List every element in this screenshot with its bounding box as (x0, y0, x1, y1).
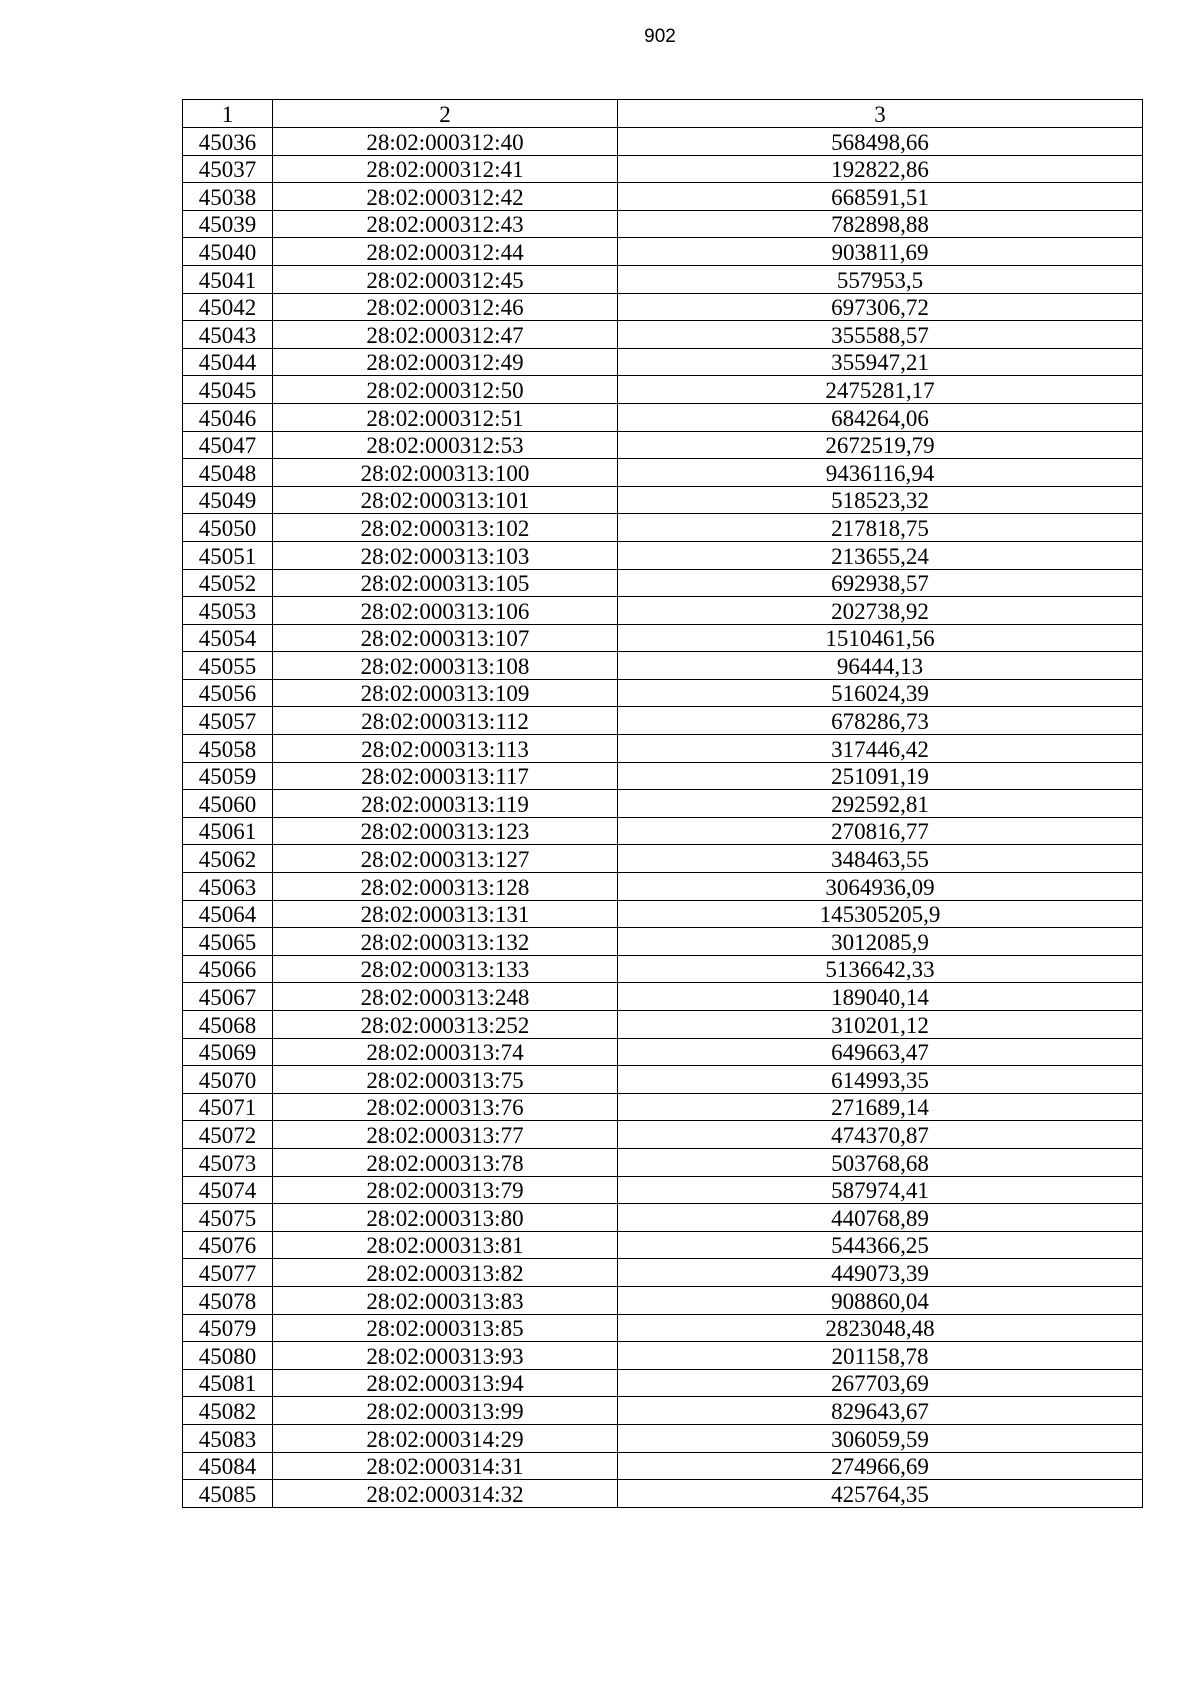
cadastral-number-cell: 28:02:000313:76 (273, 1093, 618, 1121)
row-number-cell: 45060 (183, 790, 273, 818)
row-number-cell: 45046 (183, 403, 273, 431)
table-row (183, 293, 1143, 321)
cadastral-number-cell: 28:02:000313:80 (273, 1204, 618, 1232)
table-row (183, 459, 1143, 487)
value-cell: 518523,32 (618, 486, 1143, 514)
value-cell: 217818,75 (618, 514, 1143, 542)
value-cell: 355588,57 (618, 321, 1143, 349)
row-number-cell: 45085 (183, 1480, 273, 1508)
cadastral-number-cell: 28:02:000313:77 (273, 1121, 618, 1149)
value-cell: 274966,69 (618, 1452, 1143, 1480)
table-row (183, 624, 1143, 652)
cadastral-number-cell: 28:02:000312:49 (273, 348, 618, 376)
value-cell: 3012085,9 (618, 928, 1143, 956)
cadastral-number-cell: 28:02:000313:82 (273, 1259, 618, 1287)
cadastral-number-cell: 28:02:000313:105 (273, 569, 618, 597)
table-row (183, 790, 1143, 818)
table-row (183, 1452, 1143, 1480)
value-cell: 201158,78 (618, 1342, 1143, 1370)
column-header-3: 3 (618, 100, 1143, 128)
row-number-cell: 45040 (183, 238, 273, 266)
cadastral-number-cell: 28:02:000314:32 (273, 1480, 618, 1508)
table-row (183, 514, 1143, 542)
row-number-cell: 45050 (183, 514, 273, 542)
cadastral-number-cell: 28:02:000312:42 (273, 183, 618, 211)
row-number-cell: 45043 (183, 321, 273, 349)
row-number-cell: 45048 (183, 459, 273, 487)
column-header-1: 1 (183, 100, 273, 128)
cadastral-number-cell: 28:02:000313:99 (273, 1397, 618, 1425)
value-cell: 908860,04 (618, 1286, 1143, 1314)
cadastral-number-cell: 28:02:000313:252 (273, 1011, 618, 1039)
value-cell: 317446,42 (618, 735, 1143, 763)
cadastral-number-cell: 28:02:000313:123 (273, 817, 618, 845)
row-number-cell: 45045 (183, 376, 273, 404)
row-number-cell: 45056 (183, 679, 273, 707)
cadastral-number-cell: 28:02:000313:113 (273, 735, 618, 763)
table-row (183, 707, 1143, 735)
value-cell: 692938,57 (618, 569, 1143, 597)
value-cell: 516024,39 (618, 679, 1143, 707)
row-number-cell: 45075 (183, 1204, 273, 1232)
row-number-cell: 45068 (183, 1011, 273, 1039)
table-row (183, 1369, 1143, 1397)
table-row (183, 762, 1143, 790)
cadastral-number-cell: 28:02:000313:102 (273, 514, 618, 542)
value-cell: 678286,73 (618, 707, 1143, 735)
table-row (183, 1093, 1143, 1121)
table-row (183, 348, 1143, 376)
cadastral-number-cell: 28:02:000312:50 (273, 376, 618, 404)
cadastral-number-cell: 28:02:000313:131 (273, 900, 618, 928)
table-row (183, 983, 1143, 1011)
table-row (183, 845, 1143, 873)
row-number-cell: 45041 (183, 265, 273, 293)
value-cell: 782898,88 (618, 210, 1143, 238)
row-number-cell: 45079 (183, 1314, 273, 1342)
value-cell: 5136642,33 (618, 955, 1143, 983)
table-row (183, 1148, 1143, 1176)
cadastral-number-cell: 28:02:000313:127 (273, 845, 618, 873)
table-row (183, 597, 1143, 625)
value-cell: 96444,13 (618, 652, 1143, 680)
table-row (183, 1204, 1143, 1232)
row-number-cell: 45074 (183, 1176, 273, 1204)
value-cell: 1510461,56 (618, 624, 1143, 652)
table-row (183, 1176, 1143, 1204)
row-number-cell: 45039 (183, 210, 273, 238)
table-row (183, 1038, 1143, 1066)
table-body (183, 100, 1143, 1508)
value-cell: 614993,35 (618, 1066, 1143, 1094)
table-row (183, 486, 1143, 514)
table-row (183, 817, 1143, 845)
table-row (183, 1066, 1143, 1094)
row-number-cell: 45036 (183, 128, 273, 156)
value-cell: 425764,35 (618, 1480, 1143, 1508)
value-cell: 474370,87 (618, 1121, 1143, 1149)
table-row (183, 1121, 1143, 1149)
value-cell: 2475281,17 (618, 376, 1143, 404)
row-number-cell: 45055 (183, 652, 273, 680)
row-number-cell: 45076 (183, 1231, 273, 1259)
cadastral-number-cell: 28:02:000313:81 (273, 1231, 618, 1259)
cadastral-number-cell: 28:02:000313:93 (273, 1342, 618, 1370)
cadastral-number-cell: 28:02:000313:83 (273, 1286, 618, 1314)
row-number-cell: 45084 (183, 1452, 273, 1480)
table-row (183, 265, 1143, 293)
table-row (183, 431, 1143, 459)
cadastral-number-cell: 28:02:000313:103 (273, 541, 618, 569)
row-number-cell: 45065 (183, 928, 273, 956)
table-row (183, 1480, 1143, 1508)
value-cell: 503768,68 (618, 1148, 1143, 1176)
row-number-cell: 45061 (183, 817, 273, 845)
row-number-cell: 45081 (183, 1369, 273, 1397)
value-cell: 213655,24 (618, 541, 1143, 569)
row-number-cell: 45069 (183, 1038, 273, 1066)
value-cell: 292592,81 (618, 790, 1143, 818)
row-number-cell: 45059 (183, 762, 273, 790)
cadastral-number-cell: 28:02:000313:79 (273, 1176, 618, 1204)
table-row (183, 155, 1143, 183)
cadastral-number-cell: 28:02:000312:40 (273, 128, 618, 156)
cadastral-number-cell: 28:02:000312:46 (273, 293, 618, 321)
cadastral-number-cell: 28:02:000313:248 (273, 983, 618, 1011)
table-row (183, 238, 1143, 266)
value-cell: 684264,06 (618, 403, 1143, 431)
table-row (183, 955, 1143, 983)
cadastral-number-cell: 28:02:000314:29 (273, 1424, 618, 1452)
value-cell: 271689,14 (618, 1093, 1143, 1121)
value-cell: 2672519,79 (618, 431, 1143, 459)
table-row (183, 652, 1143, 680)
cadastral-number-cell: 28:02:000313:112 (273, 707, 618, 735)
table-row (183, 735, 1143, 763)
value-cell: 251091,19 (618, 762, 1143, 790)
table-row (183, 1286, 1143, 1314)
table-row (183, 1314, 1143, 1342)
row-number-cell: 45071 (183, 1093, 273, 1121)
table-row (183, 376, 1143, 404)
row-number-cell: 45051 (183, 541, 273, 569)
cadastral-number-cell: 28:02:000312:43 (273, 210, 618, 238)
table-row (183, 1397, 1143, 1425)
row-number-cell: 45038 (183, 183, 273, 211)
value-cell: 449073,39 (618, 1259, 1143, 1287)
table-row (183, 1342, 1143, 1370)
cadastral-number-cell: 28:02:000313:117 (273, 762, 618, 790)
row-number-cell: 45057 (183, 707, 273, 735)
cadastral-number-cell: 28:02:000312:45 (273, 265, 618, 293)
row-number-cell: 45073 (183, 1148, 273, 1176)
cadastral-number-cell: 28:02:000313:78 (273, 1148, 618, 1176)
table-row (183, 1231, 1143, 1259)
cadastral-number-cell: 28:02:000313:119 (273, 790, 618, 818)
value-cell: 306059,59 (618, 1424, 1143, 1452)
cadastral-number-cell: 28:02:000312:53 (273, 431, 618, 459)
cadastral-number-cell: 28:02:000312:47 (273, 321, 618, 349)
value-cell: 202738,92 (618, 597, 1143, 625)
table-row (183, 679, 1143, 707)
value-cell: 557953,5 (618, 265, 1143, 293)
table-row (183, 321, 1143, 349)
value-cell: 145305205,9 (618, 900, 1143, 928)
table-row (183, 183, 1143, 211)
row-number-cell: 45063 (183, 873, 273, 901)
cadastral-number-cell: 28:02:000313:109 (273, 679, 618, 707)
value-cell: 355947,21 (618, 348, 1143, 376)
value-cell: 544366,25 (618, 1231, 1143, 1259)
cadastral-number-cell: 28:02:000313:132 (273, 928, 618, 956)
value-cell: 903811,69 (618, 238, 1143, 266)
cadastral-number-cell: 28:02:000313:108 (273, 652, 618, 680)
value-cell: 587974,41 (618, 1176, 1143, 1204)
value-cell: 192822,86 (618, 155, 1143, 183)
table-row (183, 1259, 1143, 1287)
value-cell: 649663,47 (618, 1038, 1143, 1066)
value-cell: 697306,72 (618, 293, 1143, 321)
value-cell: 267703,69 (618, 1369, 1143, 1397)
cadastral-number-cell: 28:02:000313:128 (273, 873, 618, 901)
row-number-cell: 45037 (183, 155, 273, 183)
value-cell: 310201,12 (618, 1011, 1143, 1039)
row-number-cell: 45042 (183, 293, 273, 321)
cadastral-number-cell: 28:02:000313:85 (273, 1314, 618, 1342)
table-row (183, 1424, 1143, 1452)
value-cell: 668591,51 (618, 183, 1143, 211)
row-number-cell: 45052 (183, 569, 273, 597)
cadastral-number-cell: 28:02:000314:31 (273, 1452, 618, 1480)
value-cell: 3064936,09 (618, 873, 1143, 901)
row-number-cell: 45058 (183, 735, 273, 763)
cadastral-number-cell: 28:02:000313:101 (273, 486, 618, 514)
row-number-cell: 45062 (183, 845, 273, 873)
row-number-cell: 45078 (183, 1286, 273, 1314)
table-row (183, 1011, 1143, 1039)
table-row (183, 873, 1143, 901)
table-row (183, 210, 1143, 238)
cadastral-number-cell: 28:02:000313:94 (273, 1369, 618, 1397)
row-number-cell: 45080 (183, 1342, 273, 1370)
value-cell: 568498,66 (618, 128, 1143, 156)
value-cell: 2823048,48 (618, 1314, 1143, 1342)
value-cell: 9436116,94 (618, 459, 1143, 487)
table-row (183, 541, 1143, 569)
cadastral-number-cell: 28:02:000313:133 (273, 955, 618, 983)
cadastral-number-cell: 28:02:000313:100 (273, 459, 618, 487)
column-header-2: 2 (273, 100, 618, 128)
table-row (183, 569, 1143, 597)
row-number-cell: 45049 (183, 486, 273, 514)
row-number-cell: 45083 (183, 1424, 273, 1452)
cadastral-number-cell: 28:02:000313:106 (273, 597, 618, 625)
row-number-cell: 45047 (183, 431, 273, 459)
value-cell: 189040,14 (618, 983, 1143, 1011)
table-row (183, 928, 1143, 956)
cadastral-number-cell: 28:02:000313:107 (273, 624, 618, 652)
row-number-cell: 45082 (183, 1397, 273, 1425)
cadastral-number-cell: 28:02:000312:41 (273, 155, 618, 183)
value-cell: 440768,89 (618, 1204, 1143, 1232)
table-row (183, 900, 1143, 928)
row-number-cell: 45044 (183, 348, 273, 376)
row-number-cell: 45064 (183, 900, 273, 928)
table-header-row (183, 100, 1143, 128)
value-cell: 270816,77 (618, 817, 1143, 845)
cadastral-number-cell: 28:02:000312:51 (273, 403, 618, 431)
row-number-cell: 45066 (183, 955, 273, 983)
value-cell: 829643,67 (618, 1397, 1143, 1425)
row-number-cell: 45054 (183, 624, 273, 652)
cadastral-number-cell: 28:02:000313:75 (273, 1066, 618, 1094)
table-row (183, 403, 1143, 431)
cadastral-number-cell: 28:02:000313:74 (273, 1038, 618, 1066)
row-number-cell: 45072 (183, 1121, 273, 1149)
value-cell: 348463,55 (618, 845, 1143, 873)
data-table (182, 99, 1143, 1508)
table-row (183, 128, 1143, 156)
row-number-cell: 45067 (183, 983, 273, 1011)
row-number-cell: 45070 (183, 1066, 273, 1094)
row-number-cell: 45053 (183, 597, 273, 625)
cadastral-number-cell: 28:02:000312:44 (273, 238, 618, 266)
row-number-cell: 45077 (183, 1259, 273, 1287)
page-number: 902 (644, 26, 676, 47)
